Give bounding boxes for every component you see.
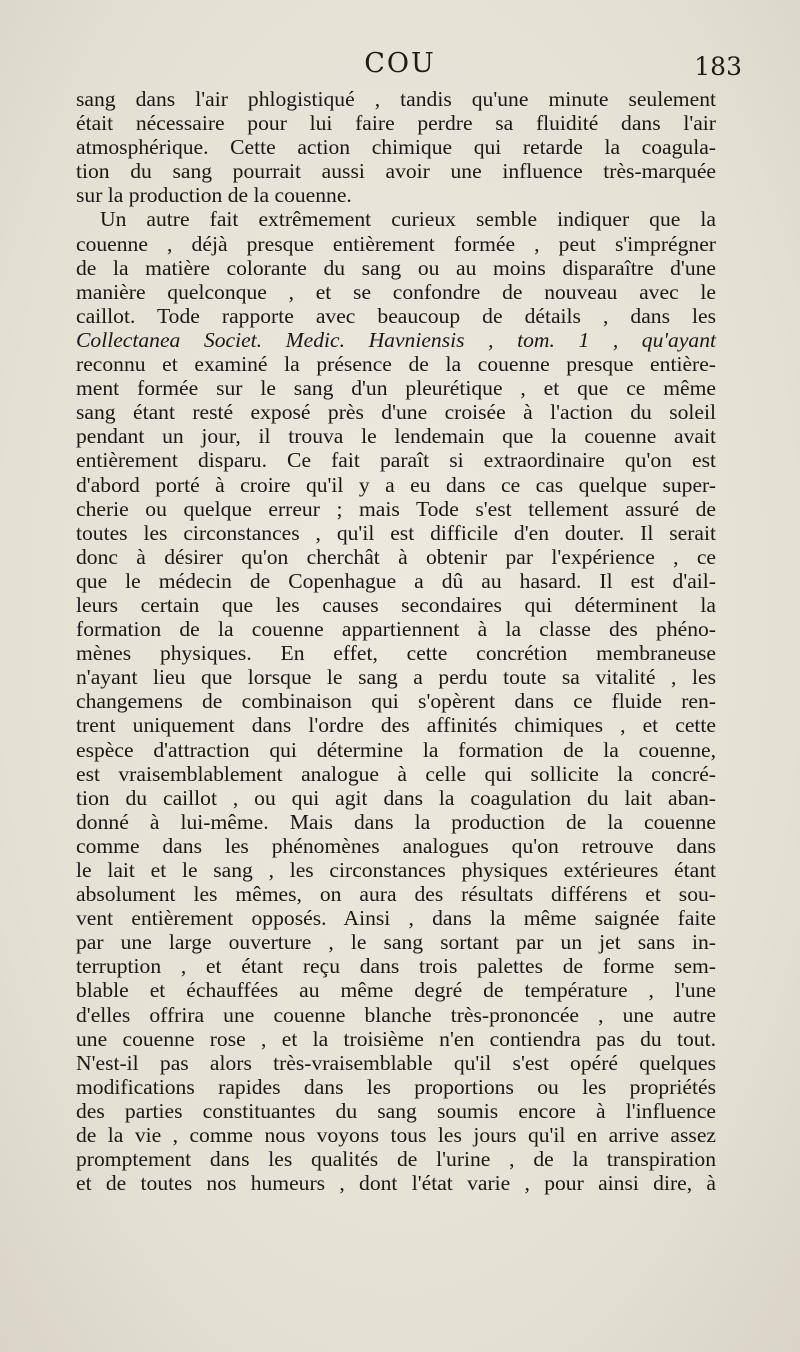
text-line: ment formée sur le sang d'un pleurétique , et que ce même	[76, 376, 716, 401]
text-line: atmosphérique. Cette action chimique qui retarde la coagula-	[76, 135, 716, 160]
text-line: changemens de combinaison qui s'opèrent dans ce fluide ren-	[76, 689, 716, 714]
text-line: caillot. Tode rapporte avec beaucoup de détails , dans les	[76, 303, 716, 328]
text-line: absolument les mêmes, on aura des résultats différens et sou-	[76, 882, 716, 907]
text-line: est vraisemblablement analogue à celle qui sollicite la concré-	[76, 761, 716, 786]
text-line: couenne , déjà presque entièrement formée , peut s'imprégner	[76, 231, 716, 256]
body-text	[76, 87, 716, 1195]
text-line: N'est-il pas alors très-vraisemblable qu'il s'est opéré quelques	[76, 1050, 716, 1075]
text-line: des parties constituantes du sang soumis encore à l'influence	[76, 1098, 716, 1123]
text-line: trent uniquement dans l'ordre des affinités chimiques , et cette	[76, 713, 716, 738]
text-line: pendant un jour, il trouva le lendemain que la couenne avait	[76, 424, 716, 449]
text-line: leurs certain que les causes secondaires qui déterminent la	[76, 592, 716, 617]
text-line: modifications rapides dans les proportions ou les propriétés	[76, 1074, 716, 1099]
paragraph-start-line: Un autre fait extrêmement curieux semble indiquer que la	[100, 207, 716, 232]
text-line: d'elles offrira une couenne blanche très-prononcée , une autre	[76, 1002, 716, 1027]
text-line: comme dans les phénomènes analogues qu'on retrouve dans	[76, 833, 716, 858]
text-line-citation: Collectanea Societ. Medic. Havniensis , tom. 1 , qu'ayant	[76, 327, 716, 352]
text-line: d'abord porté à croire qu'il y a eu dans ce cas quelque super-	[76, 472, 716, 497]
text-line: reconnu et examiné la présence de la couenne presque entière-	[76, 352, 716, 377]
text-line: le lait et le sang , les circonstances physiques extérieures étant	[76, 858, 716, 882]
text-line: mènes physiques. En effet, cette concrétion membraneuse	[76, 641, 716, 666]
text-line: et de toutes nos humeurs , dont l'état varie , pour ainsi dire, à	[76, 1171, 716, 1196]
text-line: manière quelconque , et se confondre de nouveau avec le	[76, 279, 716, 304]
text-line: sang dans l'air phlogistiqué , tandis qu'une minute seulement	[76, 87, 716, 111]
text-line: vent entièrement opposés. Ainsi , dans la même saignée faite	[76, 906, 716, 931]
text-line: était nécessaire pour lui faire perdre sa fluidité dans l'air	[76, 111, 716, 136]
text-line: formation de la couenne appartiennent à la classe des phéno-	[76, 617, 716, 642]
running-head: COU	[364, 48, 436, 79]
text-line: de la matière colorante du sang ou au moins disparaître d'une	[76, 255, 716, 280]
text-line: que le médecin de Copenhague a dû au hasard. Il est d'ail-	[76, 568, 716, 593]
text-line: une couenne rose , et la troisième n'en contiendra pas du tout.	[76, 1026, 716, 1051]
page-header	[0, 48, 800, 84]
text-line: donné à lui-même. Mais dans la production de la couenne	[76, 809, 716, 834]
text-line: entièrement disparu. Ce fait paraît si extraordinaire qu'on est	[76, 448, 716, 473]
text-line: sang étant resté exposé près d'une croisée à l'action du soleil	[76, 400, 716, 425]
text-line: sur la production de la couenne.	[76, 183, 352, 208]
text-line: promptement dans les qualités de l'urine , de la transpiration	[76, 1147, 716, 1172]
page-number: 183	[694, 52, 742, 81]
text-line: de la vie , comme nous voyons tous les jours qu'il en arrive assez	[76, 1123, 716, 1148]
text-line: par une large ouverture , le sang sortant par un jet sans in-	[76, 930, 716, 955]
text-line: toutes les circonstances , qu'il est difficile d'en douter. Il serait	[76, 520, 716, 545]
text-line: cherie ou quelque erreur ; mais Tode s'est tellement assuré de	[76, 496, 716, 521]
text-line: n'ayant lieu que lorsque le sang a perdu toute sa vitalité , les	[76, 665, 716, 690]
text-line: tion du caillot , ou qui agit dans la coagulation du lait aban-	[76, 785, 716, 810]
text-line: espèce d'attraction qui détermine la formation de la couenne,	[76, 737, 716, 762]
text-line: blable et échauffées au même degré de température , l'une	[76, 978, 716, 1003]
text-line: terruption , et étant reçu dans trois palettes de forme sem-	[76, 954, 716, 979]
text-line: donc à désirer qu'on cherchât à obtenir par l'expérience , ce	[76, 544, 716, 569]
text-line: tion du sang pourrait aussi avoir une influence très-marquée	[76, 159, 716, 184]
